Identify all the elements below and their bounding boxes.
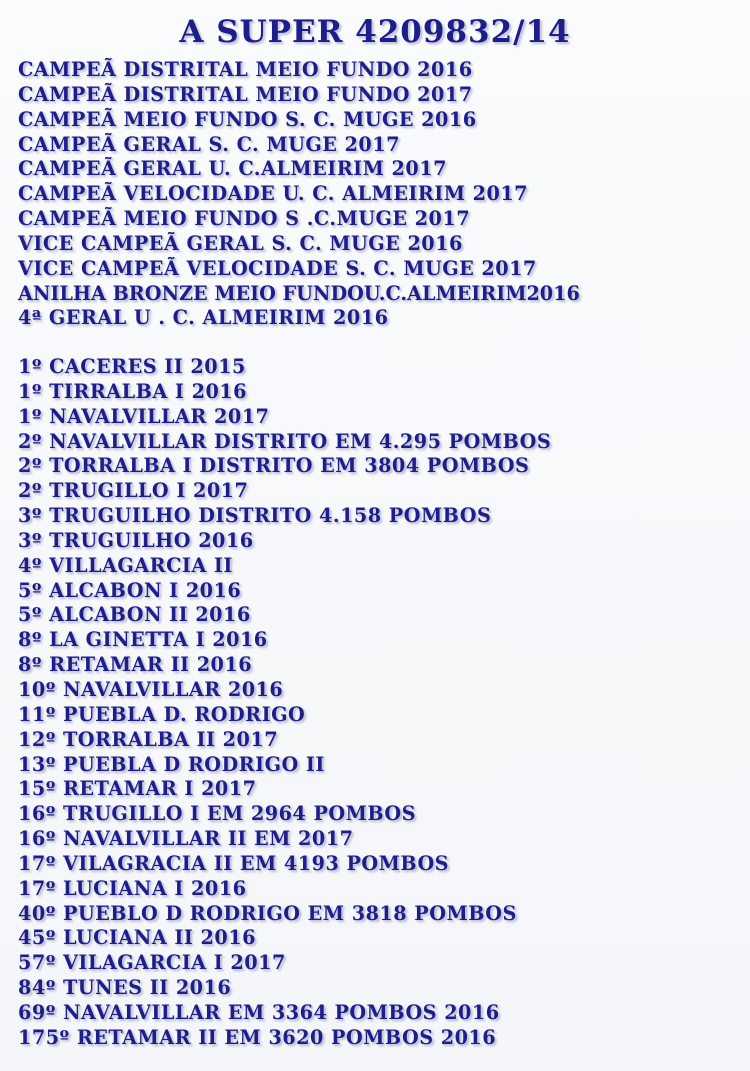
page-title: A SUPER 4209832/14: [179, 14, 571, 50]
list-item: 175º RETAMAR II EM 3620 POMBOS 2016: [18, 1025, 497, 1049]
list-item: 45º LUCIANA II 2016: [18, 926, 256, 950]
list-item: 8º RETAMAR II 2016: [18, 653, 253, 677]
list-item: 84º TUNES II 2016: [18, 976, 232, 1000]
list-item: ANILHA BRONZE MEIO FUNDOU.C.ALMEIRIM2016: [18, 281, 580, 305]
list-item: 2º NAVALVILLAR DISTRITO EM 4.295 POMBOS: [18, 429, 552, 453]
list-item: 4ª GERAL U . C. ALMEIRIM 2016: [18, 306, 389, 330]
list-item: 3º TRUGUILHO DISTRITO 4.158 POMBOS: [18, 504, 492, 528]
list-item: 10º NAVALVILLAR 2016: [18, 677, 284, 701]
list-item: CAMPEÃ GERAL S. C. MUGE 2017: [18, 132, 400, 156]
list-item: 40º PUEBLO D RODRIGO EM 3818 POMBOS: [18, 901, 517, 925]
list-item: CAMPEÃ DISTRITAL MEIO FUNDO 2016: [18, 58, 473, 81]
list-item: 11º PUEBLA D. RODRIGO: [18, 702, 306, 726]
list-item: CAMPEÃ MEIO FUNDO S. C. MUGE 2016: [18, 107, 477, 131]
championship-titles-list: [18, 58, 738, 331]
list-item: 12º TORRALBA II 2017: [18, 727, 279, 751]
list-item: CAMPEÃ VELOCIDADE U. C. ALMEIRIM 2017: [18, 182, 529, 206]
list-item: 2º TORRALBA I DISTRITO EM 3804 POMBOS: [18, 454, 530, 478]
list-item: VICE CAMPEÃ VELOCIDADE S. C. MUGE 2017: [18, 256, 537, 280]
list-item: 3º TRUGUILHO 2016: [18, 528, 254, 552]
list-item: 15º RETAMAR I 2017: [18, 777, 257, 801]
race-results-list: [18, 355, 738, 1051]
list-item: 8º LA GINETTA I 2016: [18, 628, 268, 652]
list-item: 17º LUCIANA I 2016: [18, 876, 247, 900]
list-item: 4º VILLAGARCIA II: [18, 553, 233, 577]
list-item: 57º VILAGARCIA I 2017: [18, 951, 286, 975]
list-item: CAMPEÃ MEIO FUNDO S .C.MUGE 2017: [18, 207, 471, 231]
list-item: 2º TRUGILLO I 2017: [18, 479, 249, 503]
list-item: 16º NAVALVILLAR II EM 2017: [18, 827, 354, 851]
list-item: 1º NAVALVILLAR 2017: [18, 404, 270, 428]
list-item: 16º TRUGILLO I EM 2964 POMBOS: [18, 802, 416, 826]
list-item: 5º ALCABON II 2016: [18, 603, 251, 627]
list-item: 5º ALCABON I 2016: [18, 578, 242, 602]
list-item: 17º VILAGRACIA II EM 4193 POMBOS: [18, 851, 450, 875]
list-item: 69º NAVALVILLAR EM 3364 POMBOS 2016: [18, 1000, 500, 1024]
list-item: 13º PUEBLA D RODRIGO II: [18, 752, 325, 776]
list-item: CAMPEÃ GERAL U. C.ALMEIRIM 2017: [18, 157, 447, 181]
list-item: 1º TIRRALBA I 2016: [18, 379, 247, 403]
list-item: 1º CACERES II 2015: [18, 355, 246, 378]
list-item: VICE CAMPEÃ GERAL S. C. MUGE 2016: [18, 231, 463, 255]
list-item: CAMPEÃ DISTRITAL MEIO FUNDO 2017: [18, 82, 473, 106]
